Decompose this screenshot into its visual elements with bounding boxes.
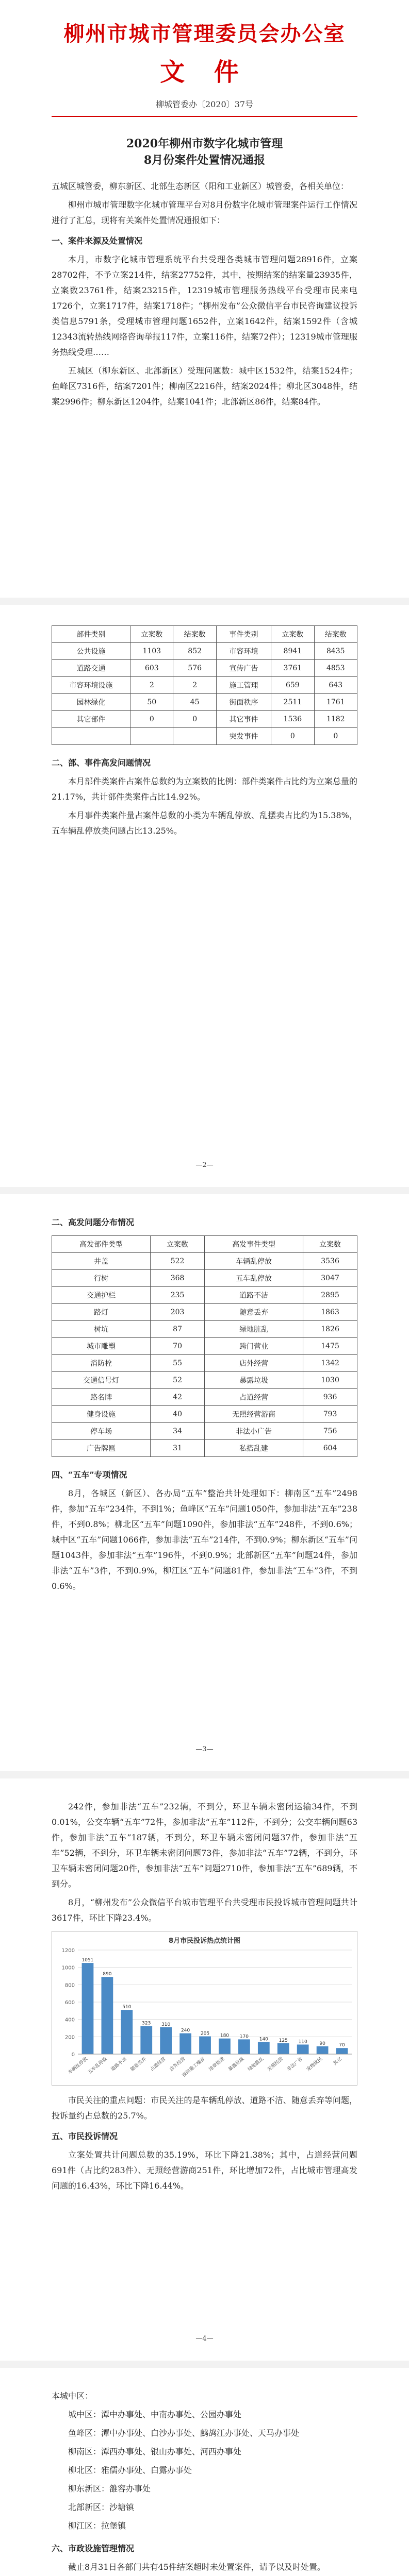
case-table-cell: 园林绿化 — [52, 694, 130, 711]
chart-x-tick: 店外经营 — [169, 2056, 187, 2073]
chart-y-tick: 0 — [71, 2052, 75, 2058]
chart-y-tick: 800 — [64, 1982, 75, 1989]
area-item: 柳东新区：雒容办事处 — [68, 2484, 151, 2494]
area-item: 北部新区：沙塘镇 — [68, 2502, 135, 2512]
case-table-row — [52, 677, 357, 694]
chart-bar — [317, 2046, 329, 2054]
hf-table-header-cell: 立案数 — [303, 1236, 357, 1253]
hf-table-row — [52, 1270, 357, 1287]
hf-table-row — [52, 1321, 357, 1338]
chart-bar — [179, 2033, 191, 2054]
chart-x-tick: 道路不洁 — [110, 2056, 128, 2073]
case-table-cell: 0 — [314, 728, 357, 745]
chart-x-tick: 其它 — [332, 2056, 343, 2066]
chart-x-tick: 非法广告 — [286, 2056, 304, 2073]
chart-x-tick: 绿地脏乱 — [247, 2056, 265, 2073]
chart-y-tick: 400 — [64, 2017, 75, 2023]
case-table-cell: 576 — [173, 660, 216, 677]
section-4-paragraph-1: 8月，各城区（新区）、各办局“五车”整治共计处理如下：柳南区“五车”2498件，参加“五车”234件，不到1%；鱼峰区“五车”问题1050件，参加非法“五车”238件，不到0.8%；柳北区“五车”问题1090件，参加非法“五车”248件，不到0.6%；城中区“五车”问题1066件，参加非法“五车”214件，不到0.9%；柳东新区“五车”问题1043件，参加非法“五车”196件，不到0.9%；北部新区“五车”问题24件，参加非法“五车”3件，不到0.9%，柳江区“五车”问题81件，参加非法“五车”3件，不到0.6%。 — [52, 1488, 357, 1591]
case-table-cell: 852 — [173, 643, 216, 660]
section-6-heading: 六、市政设施管理情况 — [52, 2544, 135, 2553]
hf-table-cell: 34 — [151, 1423, 205, 1440]
section-3-heading: 二、高发问题分布情况 — [52, 1217, 135, 1227]
chart-data-label: 205 — [200, 2031, 210, 2037]
hf-table-cell: 随意丢弃 — [204, 1304, 303, 1321]
chart-data-label: 510 — [122, 2005, 132, 2010]
area-item: 鱼峰区：潭中办事处、白沙办事处、鹧鸪江办事处、天马办事处 — [68, 2428, 300, 2438]
hf-table-cell: 交通护栏 — [52, 1287, 151, 1304]
hf-table-cell: 健身设施 — [52, 1406, 151, 1423]
chart-bar — [297, 2044, 309, 2054]
hf-table-cell: 私搭乱建 — [204, 1440, 303, 1457]
case-table-cell: 其它部件 — [52, 711, 130, 728]
section-1-heading: 一、案件来源及处置情况 — [52, 236, 143, 246]
section-2-paragraph-2: 本月事件类案件量占案件总数的小类为车辆乱停放、乱摆卖占比约为15.38%，五车辆乱停放类问题占比13.25%。 — [52, 810, 357, 836]
section-6-paragraph: 截止8月31日各部门共有45件结案超时未处置案件，请予以及时处置。 — [68, 2562, 325, 2572]
case-table-cell: 1536 — [271, 711, 314, 728]
case-table-header-cell: 立案数 — [130, 626, 173, 643]
hf-table-cell: 70 — [151, 1338, 205, 1355]
hf-table-cell: 交通信号灯 — [52, 1372, 151, 1389]
chart-x-tick: 车辆乱停放 — [67, 2056, 89, 2076]
chart-x-tick: 占道经营 — [149, 2056, 167, 2073]
case-table-cell: 1103 — [130, 643, 173, 660]
hf-table-row — [52, 1406, 357, 1423]
chart-title: 8月市民投诉热点统计图 — [168, 1937, 241, 1945]
hf-table-cell: 车辆乱停放 — [204, 1253, 303, 1270]
chart-data-label: 140 — [259, 2037, 268, 2042]
case-table-header-cell: 立案数 — [271, 626, 314, 643]
hf-table-cell: 暴露垃圾 — [204, 1372, 303, 1389]
org-header: 柳州市城市管理委员会办公室 — [63, 22, 346, 46]
red-rule — [52, 116, 357, 117]
hf-table-cell: 路灯 — [52, 1304, 151, 1321]
hf-table-cell: 1475 — [303, 1338, 357, 1355]
doc-title-line2: 8月份案件处置情况通报 — [143, 154, 266, 167]
hf-table-cell: 31 — [151, 1440, 205, 1457]
case-table-header-cell: 事件类别 — [216, 626, 271, 643]
area-item: 城中区：潭中办事处、中南办事处、公园办事处 — [68, 2410, 242, 2419]
case-table-header-cell: 部件类别 — [52, 626, 130, 643]
case-table-cell: 603 — [130, 660, 173, 677]
chart-bar — [160, 2027, 172, 2054]
hf-table-header-cell: 立案数 — [151, 1236, 205, 1253]
chart-data-label: 310 — [161, 2022, 171, 2027]
chart-x-tick: 暴露垃圾 — [227, 2056, 246, 2073]
section-4-heading: 四、“五车”专项情况 — [52, 1470, 127, 1480]
chart-bar — [121, 2010, 133, 2054]
chart-x-tick: 无照经营 — [267, 2056, 285, 2073]
page-1 — [0, 0, 409, 598]
chart-x-tick: 夜间施工噪音 — [181, 2056, 206, 2079]
page-number: —2— — [195, 1161, 214, 1169]
case-table-cell: 1182 — [314, 711, 357, 728]
case-category-table — [52, 625, 357, 745]
chart-y-tick: 1200 — [61, 1948, 75, 1954]
page-5 — [0, 2368, 409, 2576]
chart-data-label: 125 — [279, 2038, 288, 2043]
page-number: —4— — [195, 2335, 214, 2343]
hf-table-header-row — [52, 1236, 357, 1253]
hf-table-cell: 235 — [151, 1287, 205, 1304]
chart-data-label: 1051 — [81, 1958, 94, 1963]
case-table-cell: 8435 — [314, 643, 357, 660]
hf-table-cell: 行树 — [52, 1270, 151, 1287]
hf-table-cell: 1342 — [303, 1355, 357, 1372]
recipients: 五城区城管委，柳东新区、北部生态新区（阳和工业新区）城管委，各相关单位： — [52, 181, 349, 191]
hf-table-cell: 936 — [303, 1389, 357, 1406]
page-4 — [0, 1778, 409, 2361]
chart-bar — [258, 2042, 270, 2054]
chart-x-tick: 五车乱停放 — [87, 2056, 108, 2076]
case-table-cell: 突发事件 — [216, 728, 271, 745]
hf-table-cell: 道路不洁 — [204, 1287, 303, 1304]
case-table-cell: 街面秩序 — [216, 694, 271, 711]
page-3 — [0, 1194, 409, 1771]
case-table-row — [52, 728, 357, 745]
hf-table-cell: 1826 — [303, 1321, 357, 1338]
hf-table-cell: 522 — [151, 1253, 205, 1270]
hf-table-cell: 无照经营游商 — [204, 1406, 303, 1423]
chart-bar — [82, 1963, 94, 2054]
chart-bar — [277, 2043, 289, 2054]
case-table-cell: 0 — [130, 711, 173, 728]
chart-bar — [336, 2048, 348, 2054]
chart-svg — [52, 1931, 357, 2085]
section-2-paragraph-1: 本月部件类案件占案件总数约为立案数的比例：部件类案件占比约为立案总量的21.17%，共计部件类案件占比14.92%。 — [52, 776, 357, 802]
case-table-header-cell: 结案数 — [173, 626, 216, 643]
hf-table-row — [52, 1304, 357, 1321]
page-gap — [0, 1771, 409, 1778]
complaint-bar-chart — [52, 1931, 357, 2086]
chart-data-label: 240 — [181, 2028, 190, 2033]
chart-y-tick: 1000 — [61, 1965, 75, 1971]
hf-table-cell: 五车乱停放 — [204, 1270, 303, 1287]
hf-table-row — [52, 1253, 357, 1270]
chart-data-label: 180 — [220, 2033, 230, 2039]
case-table-header-cell: 结案数 — [314, 626, 357, 643]
chart-bar — [140, 2026, 152, 2054]
case-table-cell: 2 — [173, 677, 216, 694]
case-table-row — [52, 643, 357, 660]
area-item: 柳北区：雅儒办事处、白露办事处 — [68, 2465, 192, 2475]
section-1-paragraph-1: 本月，市数字化城市管理系统平台共受理各类城市管理问题28916件，立案28702件，不予立案214件，结案27752件，其中，按期结案的结案量23935件，立案数23761件，结案23215件，12319城市管理服务热线平台受理市民来电1726个，立案1717件，结案1718件；“柳州发布”公众微信平台市民咨询建议投诉类信息5791条，受理城市管理问题1652件，立案1642件，结案1592件（含城12343流转热线网络咨询举报117件，立案116件，结案72件）；12319城市管理服务热线受理…… — [52, 255, 357, 357]
hf-table-row — [52, 1389, 357, 1406]
case-table-cell: 0 — [271, 728, 314, 745]
chart-bar — [102, 1977, 113, 2054]
hf-table-cell: 87 — [151, 1321, 205, 1338]
chart-x-tick: 违章搭建 — [208, 2056, 226, 2073]
area-item: 柳江区：拉堡镇 — [68, 2521, 126, 2531]
case-table-cell: 4853 — [314, 660, 357, 677]
hf-table-cell: 203 — [151, 1304, 205, 1321]
case-table-cell: 道路交通 — [52, 660, 130, 677]
hf-table-cell: 树坑 — [52, 1321, 151, 1338]
section-5-heading: 五、市民投诉情况 — [52, 2131, 118, 2141]
case-table-cell: 其它事件 — [216, 711, 271, 728]
hf-table-cell: 42 — [151, 1389, 205, 1406]
case-table-cell: 2 — [130, 677, 173, 694]
section-2-heading: 二、部、事件高发问题情况 — [52, 758, 151, 768]
case-table-cell: 施工管理 — [216, 677, 271, 694]
hf-table-cell: 3047 — [303, 1270, 357, 1287]
case-table-cell — [130, 728, 173, 745]
hf-table-cell: 停车场 — [52, 1423, 151, 1440]
case-table-cell — [173, 728, 216, 745]
doc-title-line1: 2020年柳州市数字化城市管理 — [126, 137, 283, 150]
hf-table-cell: 55 — [151, 1355, 205, 1372]
chart-y-tick: 200 — [64, 2035, 75, 2041]
hf-table-cell: 368 — [151, 1270, 205, 1287]
hf-table-cell: 604 — [303, 1440, 357, 1457]
area-item: 柳南区：潭西办事处、银山办事处、河西办事处 — [68, 2447, 242, 2456]
case-table-cell — [52, 728, 130, 745]
case-table-row — [52, 694, 357, 711]
case-table-row — [52, 660, 357, 677]
chart-data-label: 90 — [319, 2041, 325, 2046]
chart-bar — [219, 2039, 231, 2054]
hf-table-header-cell: 高发部件类型 — [52, 1236, 151, 1253]
chart-data-label: 323 — [142, 2021, 151, 2026]
hf-table-cell: 3536 — [303, 1253, 357, 1270]
hf-table-cell: 1030 — [303, 1372, 357, 1389]
page-2 — [0, 605, 409, 1187]
chart-data-label: 110 — [298, 2039, 307, 2045]
case-table-cell: 659 — [271, 677, 314, 694]
hf-table-row — [52, 1338, 357, 1355]
chart-x-tick: 宠物扰民 — [306, 2056, 324, 2073]
intro-paragraph: 柳州市城市管理数字化城市管理平台对8月份数字化城市管理案件运行工作情况进行了汇总，现将有关案件处置情况通报如下： — [52, 200, 357, 225]
hf-table-cell: 绿地脏乱 — [204, 1321, 303, 1338]
areas-label: 本城中区： — [52, 2391, 93, 2401]
hf-table-cell: 1863 — [303, 1304, 357, 1321]
doc-word: 文 件 — [160, 58, 249, 87]
case-table-cell: 宣传广告 — [216, 660, 271, 677]
hf-table-cell: 消防栓 — [52, 1355, 151, 1372]
case-table-cell: 643 — [314, 677, 357, 694]
doc-number: 柳城管委办〔2020〕37号 — [155, 99, 254, 109]
hf-table-row — [52, 1355, 357, 1372]
hf-table-cell: 城市雕塑 — [52, 1338, 151, 1355]
hf-table-header-cell: 高发事件类型 — [204, 1236, 303, 1253]
page-gap — [0, 2361, 409, 2368]
hf-table-cell: 路名牌 — [52, 1389, 151, 1406]
chart-bar — [199, 2036, 211, 2054]
case-table-cell: 0 — [173, 711, 216, 728]
high-frequency-table — [52, 1235, 357, 1457]
case-table-cell: 3761 — [271, 660, 314, 677]
hf-table-cell: 非法小广告 — [204, 1423, 303, 1440]
chart-data-label: 170 — [239, 2034, 249, 2040]
chart-bar — [238, 2039, 250, 2054]
section-4b-paragraph-1: 242件，参加非法“五车”232辆，不到分，环卫车辆未密闭运输34件，不到0.01%，公交车辆“五车”72件，参加非法“五车”112件，不到分；公交车辆问题63件，参加非法“五车”187辆，不到分，环卫车辆未密闭问题37件，参加非法“五车”52辆，不到分，环卫车辆未密闭问题73件，参加非法“五车”72辆，不到分，环卫车辆未密闭问题20件，参加非法“五车”问题2710件，参加非法“五车”689辆，不到分。 — [52, 1802, 357, 1889]
case-table-cell: 市容环境设施 — [52, 677, 130, 694]
hf-table-cell: 2895 — [303, 1287, 357, 1304]
case-table-cell: 2511 — [271, 694, 314, 711]
page-gap — [0, 598, 409, 605]
areas-list — [52, 2407, 357, 2534]
hf-table-cell: 广告牌匾 — [52, 1440, 151, 1457]
case-table-header-row — [52, 626, 357, 643]
hf-table-cell: 756 — [303, 1423, 357, 1440]
hf-table-cell: 井盖 — [52, 1253, 151, 1270]
hf-table-cell: 52 — [151, 1372, 205, 1389]
case-table-cell: 公共设施 — [52, 643, 130, 660]
hf-table-cell: 店外经营 — [204, 1355, 303, 1372]
hf-table-row — [52, 1287, 357, 1304]
hf-table-row — [52, 1372, 357, 1389]
case-table-cell: 50 — [130, 694, 173, 711]
section-5-paragraph-2: 立案处置共计问题总数的35.19%，环比下降21.38%；其中，占道经营问题691件（占比约283件）、无照经营游商251件，环比增加72件，占比城市管理高发问题的16.43%，环比下降16.44%。 — [52, 2150, 357, 2191]
hf-table-cell: 占道经营 — [204, 1389, 303, 1406]
chart-data-label: 70 — [339, 2043, 345, 2048]
case-table-cell: 市容环境 — [216, 643, 271, 660]
hf-table-cell: 793 — [303, 1406, 357, 1423]
hf-table-cell: 40 — [151, 1406, 205, 1423]
page-gap — [0, 1187, 409, 1194]
section-4b-paragraph-2: 8月，“柳州发布”公众微信平台城市管理平台共受理市民投诉城市管理问题共计3617件，环比下降23.4%。 — [52, 1897, 357, 1923]
chart-data-label: 890 — [103, 1972, 112, 1977]
hf-table-row — [52, 1440, 357, 1457]
hf-table-row — [52, 1423, 357, 1440]
page-number: —3— — [195, 1745, 214, 1753]
hf-table-cell: 跨门营业 — [204, 1338, 303, 1355]
chart-y-tick: 600 — [64, 2000, 75, 2006]
section-1-paragraph-2: 五城区（柳东新区、北部新区）受理问题数：城中区1532件，结案1524件；鱼峰区7316件，结案7201件；柳南区2216件，结案2024件；柳北区3048件，结案2996件；柳东新区1204件，结案1041件；北部新区86件，结案84件。 — [52, 366, 357, 406]
case-table-row — [52, 711, 357, 728]
case-table-cell: 8941 — [271, 643, 314, 660]
case-table-cell: 45 — [173, 694, 216, 711]
section-5-paragraph-1: 市民关注的重点问题：市民关注的是车辆乱停放、道路不洁、随意丢弃等问题，投诉量约占总数的25.7%。 — [52, 2095, 357, 2121]
case-table-cell: 1761 — [314, 694, 357, 711]
chart-x-tick: 随意丢弃 — [129, 2056, 148, 2073]
